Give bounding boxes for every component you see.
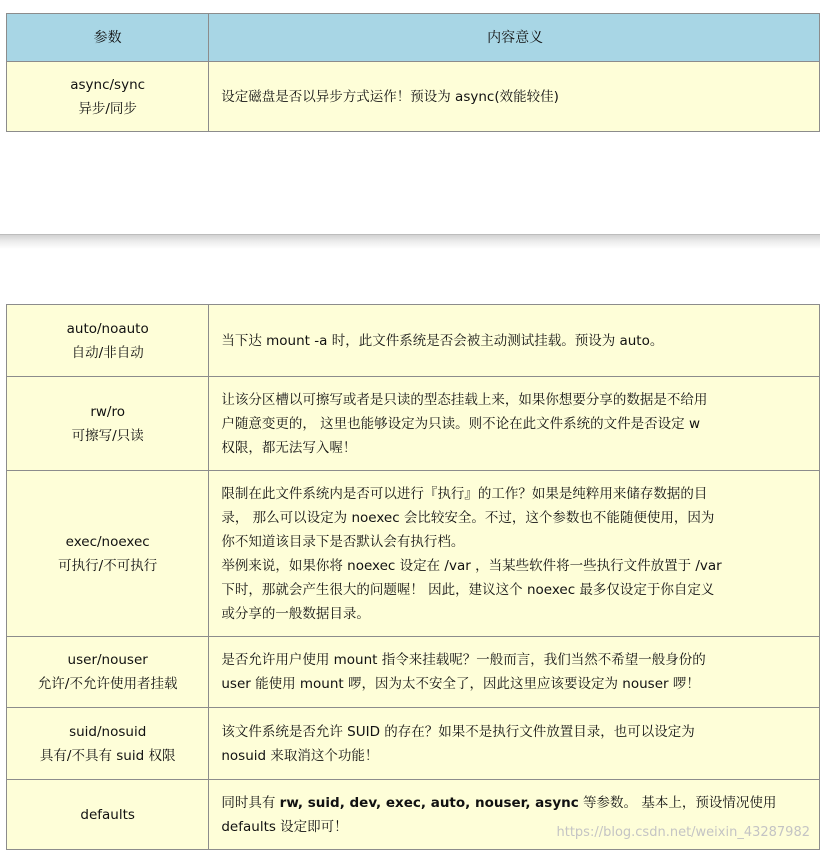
table-row (7, 305, 820, 377)
meaning-line: 权限，都无法写入喔！ (221, 439, 357, 456)
meaning-text: 同时具有 (221, 794, 280, 811)
meaning-line: 或分享的一般数据目录。 (221, 605, 370, 622)
page-separator (0, 234, 820, 249)
param-desc: 异步/同步 (78, 100, 137, 117)
mount-options-table-top (6, 13, 820, 132)
table-row (7, 377, 820, 471)
param-name: suid/nosuid (69, 723, 147, 740)
param-cell (7, 780, 209, 850)
meaning-line: 录， 那么可以设定为 noexec 会比较安全。不过，这个参数也不能随便使用，因为 (221, 509, 715, 526)
meaning-line: defaults 设定即可！ (221, 818, 348, 835)
meaning-cell (209, 708, 820, 780)
param-desc: 允许/不允许使用者挂载 (37, 676, 178, 692)
meaning-line: 举例来说，如果你将 noexec 设定在 /var ，当某些软件将一些执行文件放置于 /var (221, 557, 722, 574)
meaning-text: 等参数。 基本上，预设情况使用 (578, 794, 777, 811)
param-desc: 自动/非自动 (71, 344, 144, 361)
mount-options-table (6, 304, 820, 850)
meaning-cell (209, 471, 820, 637)
meaning-line: nosuid 来取消这个功能！ (221, 747, 379, 764)
meaning-line: 户随意变更的， 这里也能够设定为只读。则不论在此文件系统的文件是否设定 w (221, 415, 700, 432)
param-name: user/nouser (67, 652, 148, 668)
meaning-line: 是否允许用户使用 mount 指令来挂载呢？一般而言，我们当然不希望一般身份的 (221, 652, 706, 668)
meaning-bold-text: rw, suid, dev, exec, auto, nouser, async (279, 794, 579, 811)
meaning-cell: 设定磁盘是否以异步方式运作！预设为 async(效能较佳) (209, 62, 820, 132)
table-row (7, 62, 820, 132)
param-cell (7, 305, 209, 377)
param-name: exec/noexec (65, 533, 150, 550)
param-desc: 具有/不具有 suid 权限 (39, 747, 176, 764)
header-param: 参数 (7, 14, 209, 62)
meaning-cell (209, 377, 820, 471)
watermark: https://blog.csdn.net/weixin_43287982 (556, 825, 810, 840)
meaning-cell (209, 305, 820, 377)
meaning-line: 下时，那就会产生很大的问题喔！ 因此，建议这个 noexec 最多仅设定于你自定义 (221, 581, 715, 598)
param-cell (7, 62, 209, 132)
meaning-line (221, 791, 809, 815)
meaning-line: 当下达 mount -a 时，此文件系统是否会被主动测试挂载。预设为 auto。 (221, 332, 664, 349)
param-name: async/sync (70, 76, 146, 93)
meaning-line: user 能使用 mount 啰，因为太不安全了，因此这里应该要设定为 nouser 啰！ (221, 676, 700, 692)
meaning-line: 让该分区槽以可擦写或者是只读的型态挂载上来，如果你想要分享的数据是不给用 (221, 391, 708, 408)
table-row (7, 637, 820, 708)
param-cell (7, 377, 209, 471)
param-name: defaults (80, 806, 135, 823)
header-meaning: 内容意义 (209, 14, 820, 62)
meaning-line: 该文件系统是否允许 SUID 的存在？如果不是执行文件放置目录，也可以设定为 (221, 723, 695, 740)
meaning-line: 你不知道该目录下是否默认会有执行档。 (221, 533, 465, 550)
param-name: rw/ro (90, 403, 125, 420)
param-cell (7, 708, 209, 780)
param-cell (7, 471, 209, 637)
param-cell (7, 637, 209, 708)
param-name: auto/noauto (66, 320, 149, 337)
table-row (7, 708, 820, 780)
meaning-cell (209, 637, 820, 708)
table-row (7, 471, 820, 637)
meaning-line: 限制在此文件系统内是否可以进行『执行』的工作？如果是纯粹用来储存数据的目 (221, 485, 708, 502)
param-desc: 可执行/不可执行 (58, 557, 158, 574)
param-desc: 可擦写/只读 (71, 427, 144, 444)
